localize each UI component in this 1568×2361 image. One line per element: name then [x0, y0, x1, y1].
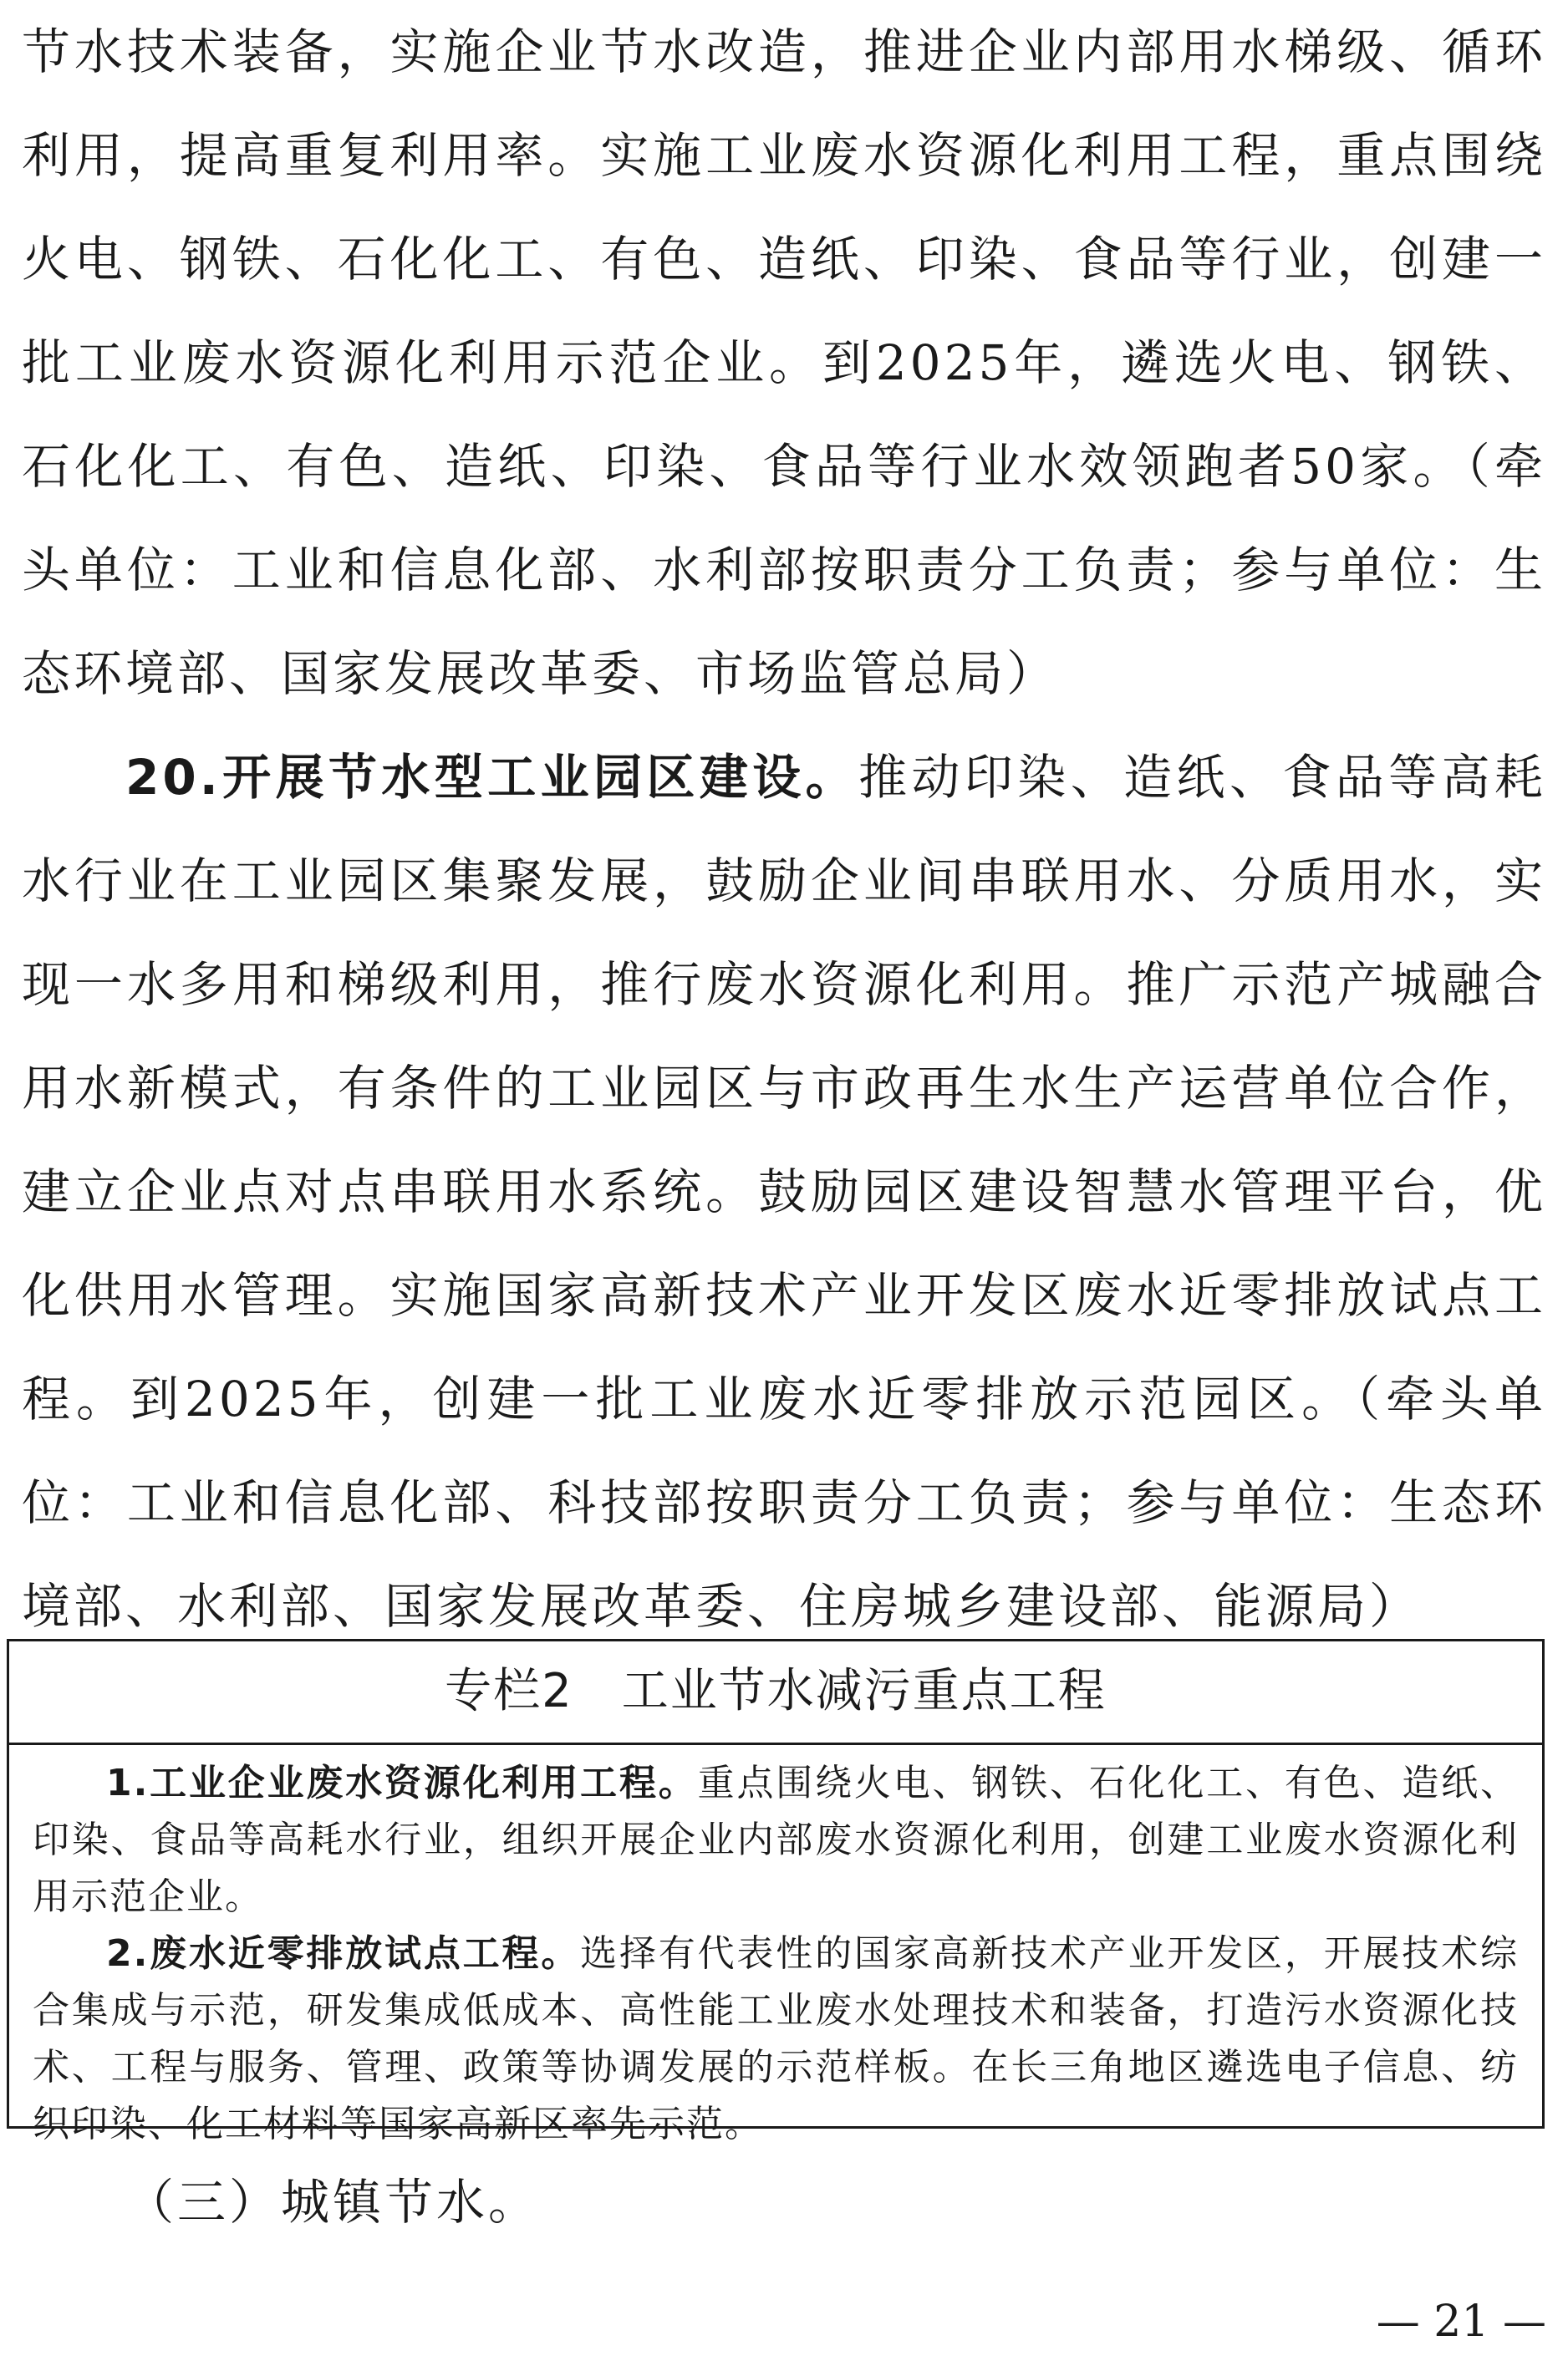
paragraph-1: 节水技术装备，实施企业节水改造，推进企业内部用水梯级、循环利用，提高重复利用率。实施工业废水资源化利用工程，重点围绕火电、钢铁、石化化工、有色、造纸、印染、食品等行业，创建一批工业废水资源化利用示范企业。到2025年，遴选火电、钢铁、石化化工、有色、造纸、印染、食品等行业水效领跑者50家。（牵头单位：工业和信息化部、水利部按职责分工负责；参与单位：生态环境部、国家发展改革委、市场监管总局）: [22, 23, 1546, 702]
box-item-2-body: 选择有代表性的国家高新技术产业开发区，开展技术综合集成与示范，研发集成低成本、高性能工业废水处理技术和装备，打造污水资源化技术、工程与服务、管理、政策等协调发展的示范样板。在长三角地区遴选电子信息、纺织印染、化工材料等国家高新区率先示范。: [33, 1932, 1519, 2145]
box-item-1-heading: 1.工业企业废水资源化利用工程。: [106, 1762, 698, 1804]
box-item-1-body: 重点围绕火电、钢铁、石化化工、有色、造纸、印染、食品等高耗水行业，组织开展企业内部废水资源化利用，创建工业废水资源化利用示范企业。: [33, 1762, 1519, 1918]
box-item-2-heading: 2.废水近零排放试点工程。: [106, 1932, 581, 1975]
box-title: 专栏2 工业节水减污重点工程: [9, 1641, 1542, 1745]
box-body: [9, 1745, 1542, 2153]
body-text: [22, 0, 1546, 1658]
section-heading: （三）城镇节水。: [125, 2174, 541, 2231]
special-column-box: [7, 1639, 1545, 2145]
paragraph-2-heading: 20.开展节水型工业园区建设。: [125, 749, 859, 806]
page-number: — 21 —: [1376, 2297, 1546, 2347]
box-item-2: [33, 1926, 1519, 2153]
paragraph-2: [22, 725, 1546, 1658]
box-item-1: [33, 1755, 1519, 1926]
paragraph-2-body: 推动印染、造纸、食品等高耗水行业在工业园区集聚发展，鼓励企业间串联用水、分质用水，实现一水多用和梯级利用，推行废水资源化利用。推广示范产城融合用水新模式，有条件的工业园区与市政再生水生产运营单位合作，建立企业点对点串联用水系统。鼓励园区建设智慧水管理平台，优化供用水管理。实施国家高新技术产业开发区废水近零排放试点工程。到2025年，创建一批工业废水近零排放示范园区。（牵头单位：工业和信息化部、科技部按职责分工负责；参与单位：生态环境部、水利部、国家发展改革委、住房城乡建设部、能源局）: [22, 749, 1546, 1635]
